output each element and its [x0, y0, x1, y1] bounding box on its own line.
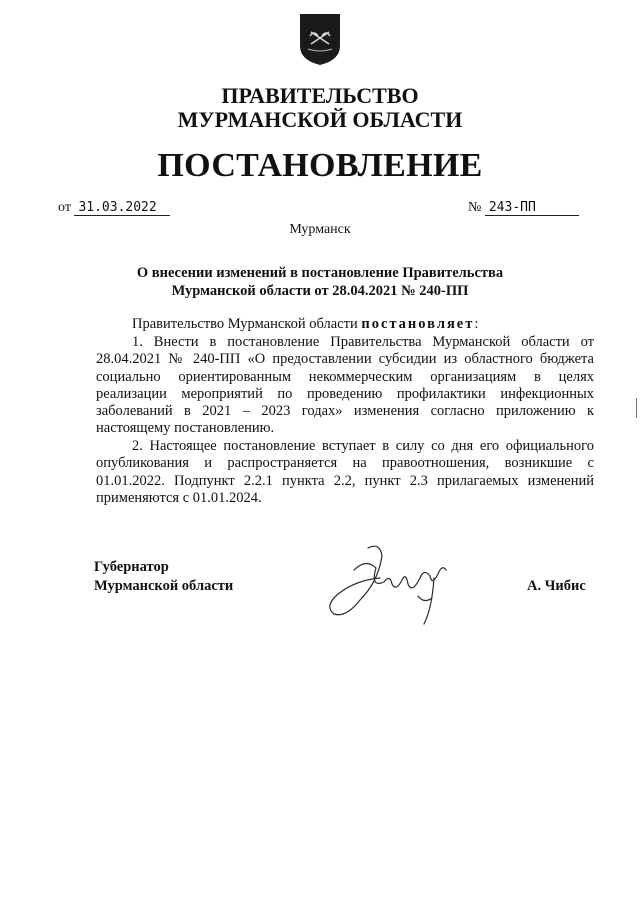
scan-edge-mark [636, 398, 637, 418]
signer-title [94, 558, 233, 596]
government-name-line2: МУРМАНСКОЙ ОБЛАСТИ [177, 107, 463, 132]
handwritten-signature [320, 538, 460, 628]
subject-line2: Мурманской области от 28.04.2021 № 240-ПП [171, 283, 469, 299]
city-name: Мурманск [289, 222, 351, 237]
date-prefix: от [58, 200, 71, 215]
paragraph-2 [96, 438, 594, 507]
signer-name: А. Чибис [527, 578, 586, 594]
document-date [58, 200, 170, 216]
subject-line1: О внесении изменений в постановление Правительства [136, 265, 504, 281]
number-value: 243-ПП [485, 200, 579, 216]
paragraph-1 [96, 334, 594, 438]
decree-colon: : [474, 316, 479, 332]
paragraph-2-text: 2. Настоящее постановление вступает в силу со дня его официального опубликования и распространяется на правоотношения, возникшие с 01.01.2022. Подпункт 2.2.1 пункта 2.2, пункт 2.3 прилагаемых изменений применяются с 01.01.2024. [96, 438, 594, 506]
decree-intro [96, 316, 594, 333]
signer-title-line1: Губернатор [94, 559, 169, 575]
decree-intro-text: Правительство Мурманской области [132, 316, 358, 332]
document-number [468, 200, 579, 216]
document-type-title: ПОСТАНОВЛЕНИЕ [157, 147, 483, 184]
government-name-line1: ПРАВИТЕЛЬСТВО [221, 83, 419, 108]
date-value: 31.03.2022 [74, 200, 170, 216]
decree-keyword: постановляет [361, 316, 475, 332]
coat-of-arms-emblem [298, 12, 342, 66]
number-prefix: № [468, 200, 482, 215]
paragraph-1-text: 1. Внести в постановление Правительства Мурманской области от 28.04.2021 № 240-ПП «О предоставлении субсидии из областного бюджета социально ориентированным некоммерческим организациям в целях реализации мероприятий по проведению профилактики инфекционных заболеваний в 2021 – 2023 годах» изменения согласно приложению к настоящему постановлению. [96, 334, 594, 437]
signer-title-line2: Мурманской области [94, 578, 234, 594]
